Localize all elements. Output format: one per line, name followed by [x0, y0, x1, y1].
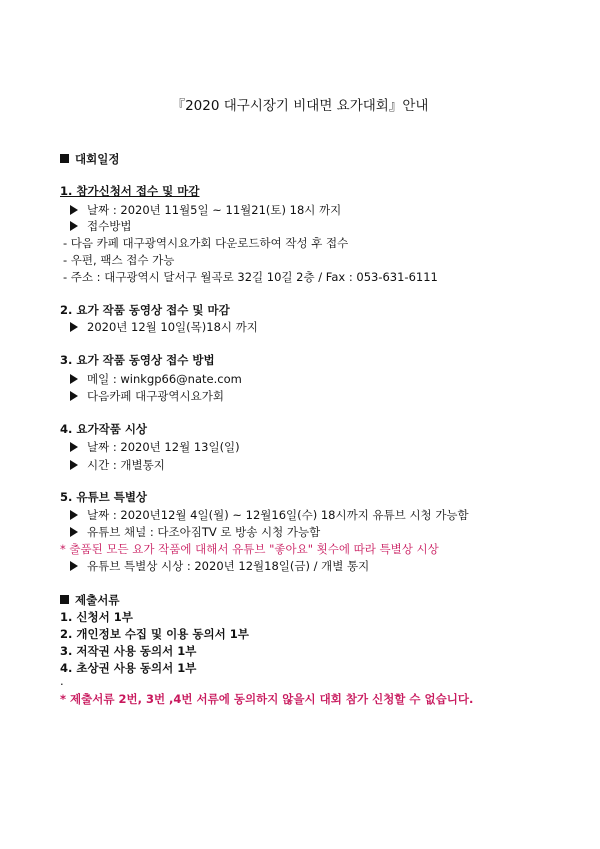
doc-item-4: 4. 초상권 사용 동의서 1부 [60, 661, 197, 675]
dot-mark: . [60, 674, 64, 688]
triangle-bullet-icon [70, 391, 78, 401]
item5-date: 날짜 : 2020년12월 4일(월) ~ 12월16일(수) 18시까지 유튜브 시청 가능함 [70, 507, 469, 523]
triangle-bullet-icon [70, 561, 78, 571]
item3-heading: 3. 요가 작품 동영상 접수 방법 [60, 353, 215, 367]
item1-method-1: - 다음 카페 대구광역시요가회 다운로드하여 작성 후 접수 [63, 236, 349, 250]
black-square-icon [60, 595, 69, 604]
doc-item-2: 2. 개인정보 수집 및 이용 동의서 1부 [60, 627, 249, 641]
item3-cafe: 다음카페 대구광역시요가회 [70, 388, 224, 404]
triangle-bullet-icon [70, 442, 78, 452]
item4-heading: 4. 요가작품 시상 [60, 422, 148, 436]
item5-award: 유튜브 특별상 시상 : 2020년 12월18일(금) / 개별 통지 [70, 558, 369, 574]
warning-note: * 제출서류 2번, 3번 ,4번 서류에 동의하지 않을시 대회 참가 신청할 수 없습니다. [60, 692, 474, 706]
triangle-bullet-icon [70, 322, 78, 332]
section-documents [60, 592, 119, 608]
item5-channel: 유튜브 채널 : 다조아짐TV 로 방송 시청 가능함 [70, 524, 320, 540]
triangle-bullet-icon [70, 374, 78, 384]
item1-date: 날짜 : 2020년 11월5일 ~ 11월21(토) 18시 까지 [70, 202, 341, 218]
section-schedule-label: 대회일정 [75, 152, 120, 166]
triangle-bullet-icon [70, 460, 78, 470]
item4-time: 시간 : 개별통지 [70, 457, 165, 473]
item1-heading: 1. 참가신청서 접수 및 마감 [60, 184, 200, 198]
item1-method: 접수방법 [70, 218, 131, 234]
triangle-bullet-icon [70, 221, 78, 231]
item2-heading: 2. 요가 작품 동영상 접수 및 마감 [60, 303, 230, 317]
triangle-bullet-icon [70, 527, 78, 537]
triangle-bullet-icon [70, 510, 78, 520]
item2-date: 2020년 12월 10일(목)18시 까지 [70, 319, 258, 335]
doc-item-1: 1. 신청서 1부 [60, 610, 133, 624]
doc-item-3: 3. 저작권 사용 동의서 1부 [60, 644, 197, 658]
item4-date: 날짜 : 2020년 12월 13일(일) [70, 439, 240, 455]
item3-mail: 메일 : winkgp66@nate.com [70, 371, 242, 387]
item5-heading: 5. 유튜브 특별상 [60, 490, 148, 504]
page-title: 『2020 대구시장기 비대면 요가대회』안내 [171, 98, 429, 114]
triangle-bullet-icon [70, 205, 78, 215]
black-square-icon [60, 154, 69, 163]
item5-note: * 출품된 모든 요가 작품에 대해서 유튜브 "좋아요" 횟수에 따라 특별상 시상 [60, 542, 439, 556]
section-documents-label: 제출서류 [75, 593, 120, 607]
item1-method-2: - 우편, 팩스 접수 가능 [63, 253, 175, 267]
section-schedule [60, 151, 119, 167]
item1-address: - 주소 : 대구광역시 달서구 월곡로 32길 10길 2층 / Fax : 053-631-6111 [63, 270, 438, 284]
